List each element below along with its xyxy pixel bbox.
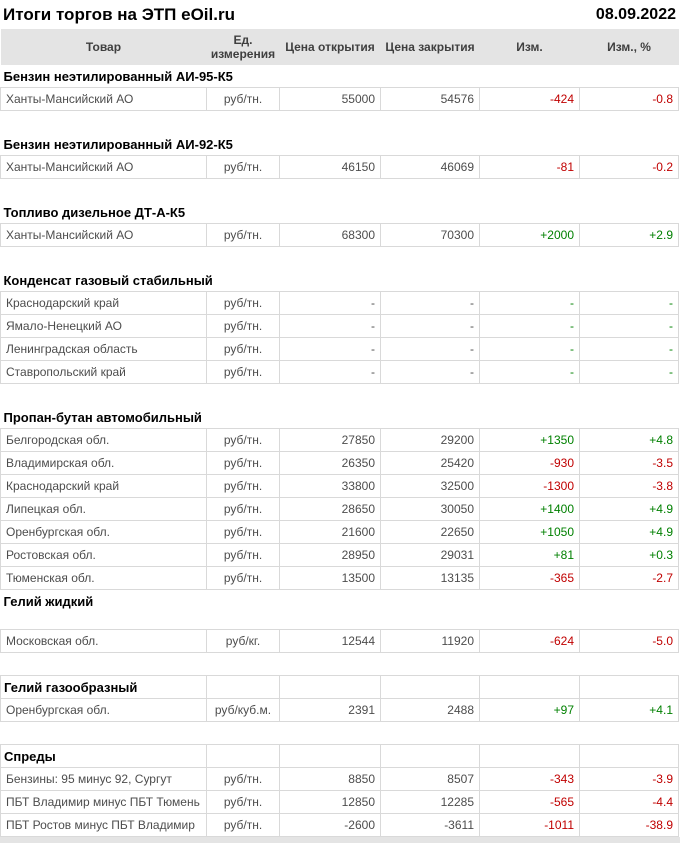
section-header-row — [1, 65, 679, 88]
table-row — [1, 768, 679, 791]
table-row — [1, 88, 679, 111]
gap-cell — [1, 384, 679, 407]
close-price-cell: 70300 — [381, 224, 480, 247]
product-cell: Ханты-Мансийский АО — [1, 224, 207, 247]
table-row — [1, 224, 679, 247]
product-cell: Владимирская обл. — [1, 452, 207, 475]
open-price-cell: 68300 — [280, 224, 381, 247]
table-row — [1, 361, 679, 384]
product-cell: Белгородская обл. — [1, 429, 207, 452]
open-price-cell: 8850 — [280, 768, 381, 791]
section-header-row — [1, 406, 679, 429]
column-header-1: Товар — [85, 40, 122, 54]
product-cell: Оренбургская обл. — [1, 699, 207, 722]
section-title: Гелий жидкий — [3, 593, 94, 609]
gap-row — [1, 384, 679, 407]
table-row — [1, 521, 679, 544]
change-percent-cell: +0.3 — [580, 544, 679, 567]
close-price-cell: 12285 — [381, 791, 480, 814]
section-header-row — [1, 201, 679, 224]
gap-row — [1, 722, 679, 745]
report-date: 08.09.2022 — [595, 6, 676, 23]
unit-cell: руб/тн. — [207, 361, 280, 384]
close-price-cell: -3611 — [381, 814, 480, 837]
change-percent-cell: -4.4 — [580, 791, 679, 814]
table-header — [1, 29, 679, 65]
open-price-cell: 12850 — [280, 791, 381, 814]
close-price-cell: - — [381, 292, 480, 315]
change-cell: +1400 — [480, 498, 580, 521]
unit-cell: руб/куб.м. — [207, 699, 280, 722]
section-title: Спреды — [1, 745, 207, 768]
spacer-cell — [1, 612, 679, 630]
unit-cell: руб/тн. — [207, 521, 280, 544]
open-price-cell: - — [280, 338, 381, 361]
change-cell: -1300 — [480, 475, 580, 498]
change-percent-cell: +4.9 — [580, 521, 679, 544]
open-price-cell: - — [280, 315, 381, 338]
change-percent-cell: +4.8 — [580, 429, 679, 452]
change-percent-cell: -38.9 — [580, 814, 679, 837]
unit-cell: руб/тн. — [207, 338, 280, 361]
table-row — [1, 292, 679, 315]
table-row — [1, 429, 679, 452]
unit-cell: руб/тн. — [207, 292, 280, 315]
empty-cell — [207, 676, 280, 699]
section-title: Бензин неэтилированный АИ-92-К5 — [3, 136, 233, 152]
product-cell: Ленинградская область — [1, 338, 207, 361]
table-row — [1, 567, 679, 590]
table-row — [1, 315, 679, 338]
close-price-cell: 29200 — [381, 429, 480, 452]
change-cell: +1350 — [480, 429, 580, 452]
unit-cell: руб/тн. — [207, 156, 280, 179]
gap-cell — [1, 722, 679, 745]
change-percent-cell: -3.8 — [580, 475, 679, 498]
close-price-cell: 46069 — [381, 156, 480, 179]
open-price-cell: 26350 — [280, 452, 381, 475]
table-row — [1, 498, 679, 521]
change-percent-cell: +4.1 — [580, 699, 679, 722]
unit-cell: руб/тн. — [207, 224, 280, 247]
change-cell: -624 — [480, 630, 580, 653]
close-price-cell: 13135 — [381, 567, 480, 590]
open-price-cell: 2391 — [280, 699, 381, 722]
change-cell: - — [480, 338, 580, 361]
section-title: Топливо дизельное ДТ-А-К5 — [3, 204, 186, 220]
gap-row — [1, 111, 679, 134]
open-price-cell: 13500 — [280, 567, 381, 590]
close-price-cell: 11920 — [381, 630, 480, 653]
close-price-cell: - — [381, 361, 480, 384]
column-header-4: Цена закрытия — [385, 40, 475, 54]
column-header-3: Цена открытия — [285, 40, 375, 54]
open-price-cell: - — [280, 292, 381, 315]
section-title: Гелий газообразный — [1, 676, 207, 699]
close-price-cell: 8507 — [381, 768, 480, 791]
open-price-cell: 27850 — [280, 429, 381, 452]
title-bar — [0, 0, 680, 29]
product-cell: Ростовская обл. — [1, 544, 207, 567]
change-percent-cell: +2.9 — [580, 224, 679, 247]
change-percent-cell: -0.8 — [580, 88, 679, 111]
change-percent-cell: -0.2 — [580, 156, 679, 179]
product-cell: Ханты-Мансийский АО — [1, 88, 207, 111]
column-header-2: Ед. измерения — [210, 33, 276, 61]
close-price-cell: 25420 — [381, 452, 480, 475]
section-header-row — [1, 745, 679, 768]
change-cell: -81 — [480, 156, 580, 179]
product-cell: Краснодарский край — [1, 475, 207, 498]
empty-cell — [280, 676, 381, 699]
close-price-cell: 2488 — [381, 699, 480, 722]
open-price-cell: 12544 — [280, 630, 381, 653]
change-percent-cell: - — [580, 292, 679, 315]
open-price-cell: - — [280, 361, 381, 384]
section-title: Бензин неэтилированный АИ-95-К5 — [3, 68, 233, 84]
table-body — [1, 65, 679, 837]
change-cell: -1011 — [480, 814, 580, 837]
product-cell: Ямало-Ненецкий АО — [1, 315, 207, 338]
change-cell: -565 — [480, 791, 580, 814]
empty-cell — [280, 745, 381, 768]
change-percent-cell: - — [580, 315, 679, 338]
table-row — [1, 475, 679, 498]
change-percent-cell: -3.5 — [580, 452, 679, 475]
product-cell: Ставропольский край — [1, 361, 207, 384]
open-price-cell: 28650 — [280, 498, 381, 521]
table-row — [1, 630, 679, 653]
unit-cell: руб/тн. — [207, 315, 280, 338]
change-cell: +1050 — [480, 521, 580, 544]
product-cell: ПБТ Ростов минус ПБТ Владимир — [1, 814, 207, 837]
close-price-cell: 32500 — [381, 475, 480, 498]
gap-row — [1, 247, 679, 270]
change-cell: -930 — [480, 452, 580, 475]
open-price-cell: 55000 — [280, 88, 381, 111]
table-row — [1, 338, 679, 361]
product-cell: Оренбургская обл. — [1, 521, 207, 544]
section-header-row — [1, 676, 679, 699]
open-price-cell: 28950 — [280, 544, 381, 567]
table-row — [1, 791, 679, 814]
product-cell: Бензины: 95 минус 92, Сургут — [1, 768, 207, 791]
empty-cell — [207, 745, 280, 768]
open-price-cell: -2600 — [280, 814, 381, 837]
close-price-cell: 29031 — [381, 544, 480, 567]
change-cell: - — [480, 315, 580, 338]
table-row — [1, 156, 679, 179]
close-price-cell: 30050 — [381, 498, 480, 521]
footer-bar — [0, 837, 680, 843]
gap-row — [1, 653, 679, 676]
product-cell: ПБТ Владимир минус ПБТ Тюмень — [1, 791, 207, 814]
product-cell: Тюменская обл. — [1, 567, 207, 590]
table-row — [1, 452, 679, 475]
table-row — [1, 544, 679, 567]
unit-cell: руб/тн. — [207, 791, 280, 814]
empty-cell — [480, 676, 580, 699]
empty-cell — [580, 745, 679, 768]
gap-cell — [1, 247, 679, 270]
close-price-cell: 54576 — [381, 88, 480, 111]
open-price-cell: 33800 — [280, 475, 381, 498]
product-cell: Ханты-Мансийский АО — [1, 156, 207, 179]
change-percent-cell: - — [580, 338, 679, 361]
change-percent-cell: -5.0 — [580, 630, 679, 653]
unit-cell: руб/тн. — [207, 475, 280, 498]
product-cell: Краснодарский край — [1, 292, 207, 315]
unit-cell: руб/тн. — [207, 567, 280, 590]
change-cell: -365 — [480, 567, 580, 590]
section-title: Пропан-бутан автомобильный — [3, 409, 202, 425]
change-cell: +97 — [480, 699, 580, 722]
section-header-row — [1, 590, 679, 613]
section-header-row — [1, 269, 679, 292]
change-percent-cell: - — [580, 361, 679, 384]
unit-cell: руб/кг. — [207, 630, 280, 653]
empty-cell — [480, 745, 580, 768]
unit-cell: руб/тн. — [207, 429, 280, 452]
close-price-cell: - — [381, 315, 480, 338]
empty-cell — [381, 745, 480, 768]
close-price-cell: - — [381, 338, 480, 361]
section-title: Конденсат газовый стабильный — [3, 272, 213, 288]
close-price-cell: 22650 — [381, 521, 480, 544]
column-header-row — [1, 29, 679, 65]
change-cell: - — [480, 292, 580, 315]
spacer-row — [1, 612, 679, 630]
open-price-cell: 46150 — [280, 156, 381, 179]
change-percent-cell: -2.7 — [580, 567, 679, 590]
change-cell: - — [480, 361, 580, 384]
empty-cell — [381, 676, 480, 699]
gap-cell — [1, 179, 679, 202]
product-cell: Московская обл. — [1, 630, 207, 653]
unit-cell: руб/тн. — [207, 452, 280, 475]
unit-cell: руб/тн. — [207, 544, 280, 567]
change-percent-cell: +4.9 — [580, 498, 679, 521]
table-row — [1, 699, 679, 722]
gap-cell — [1, 111, 679, 134]
open-price-cell: 21600 — [280, 521, 381, 544]
gap-cell — [1, 653, 679, 676]
column-header-5: Изм. — [516, 40, 543, 54]
change-cell: +2000 — [480, 224, 580, 247]
trading-results-table — [0, 29, 679, 837]
change-cell: -343 — [480, 768, 580, 791]
page-title: Итоги торгов на ЭТП eOil.ru — [3, 5, 235, 24]
change-cell: +81 — [480, 544, 580, 567]
unit-cell: руб/тн. — [207, 88, 280, 111]
empty-cell — [580, 676, 679, 699]
column-header-6: Изм., % — [607, 40, 651, 54]
unit-cell: руб/тн. — [207, 768, 280, 791]
gap-row — [1, 179, 679, 202]
table-row — [1, 814, 679, 837]
unit-cell: руб/тн. — [207, 498, 280, 521]
change-cell: -424 — [480, 88, 580, 111]
change-percent-cell: -3.9 — [580, 768, 679, 791]
product-cell: Липецкая обл. — [1, 498, 207, 521]
section-header-row — [1, 133, 679, 156]
unit-cell: руб/тн. — [207, 814, 280, 837]
